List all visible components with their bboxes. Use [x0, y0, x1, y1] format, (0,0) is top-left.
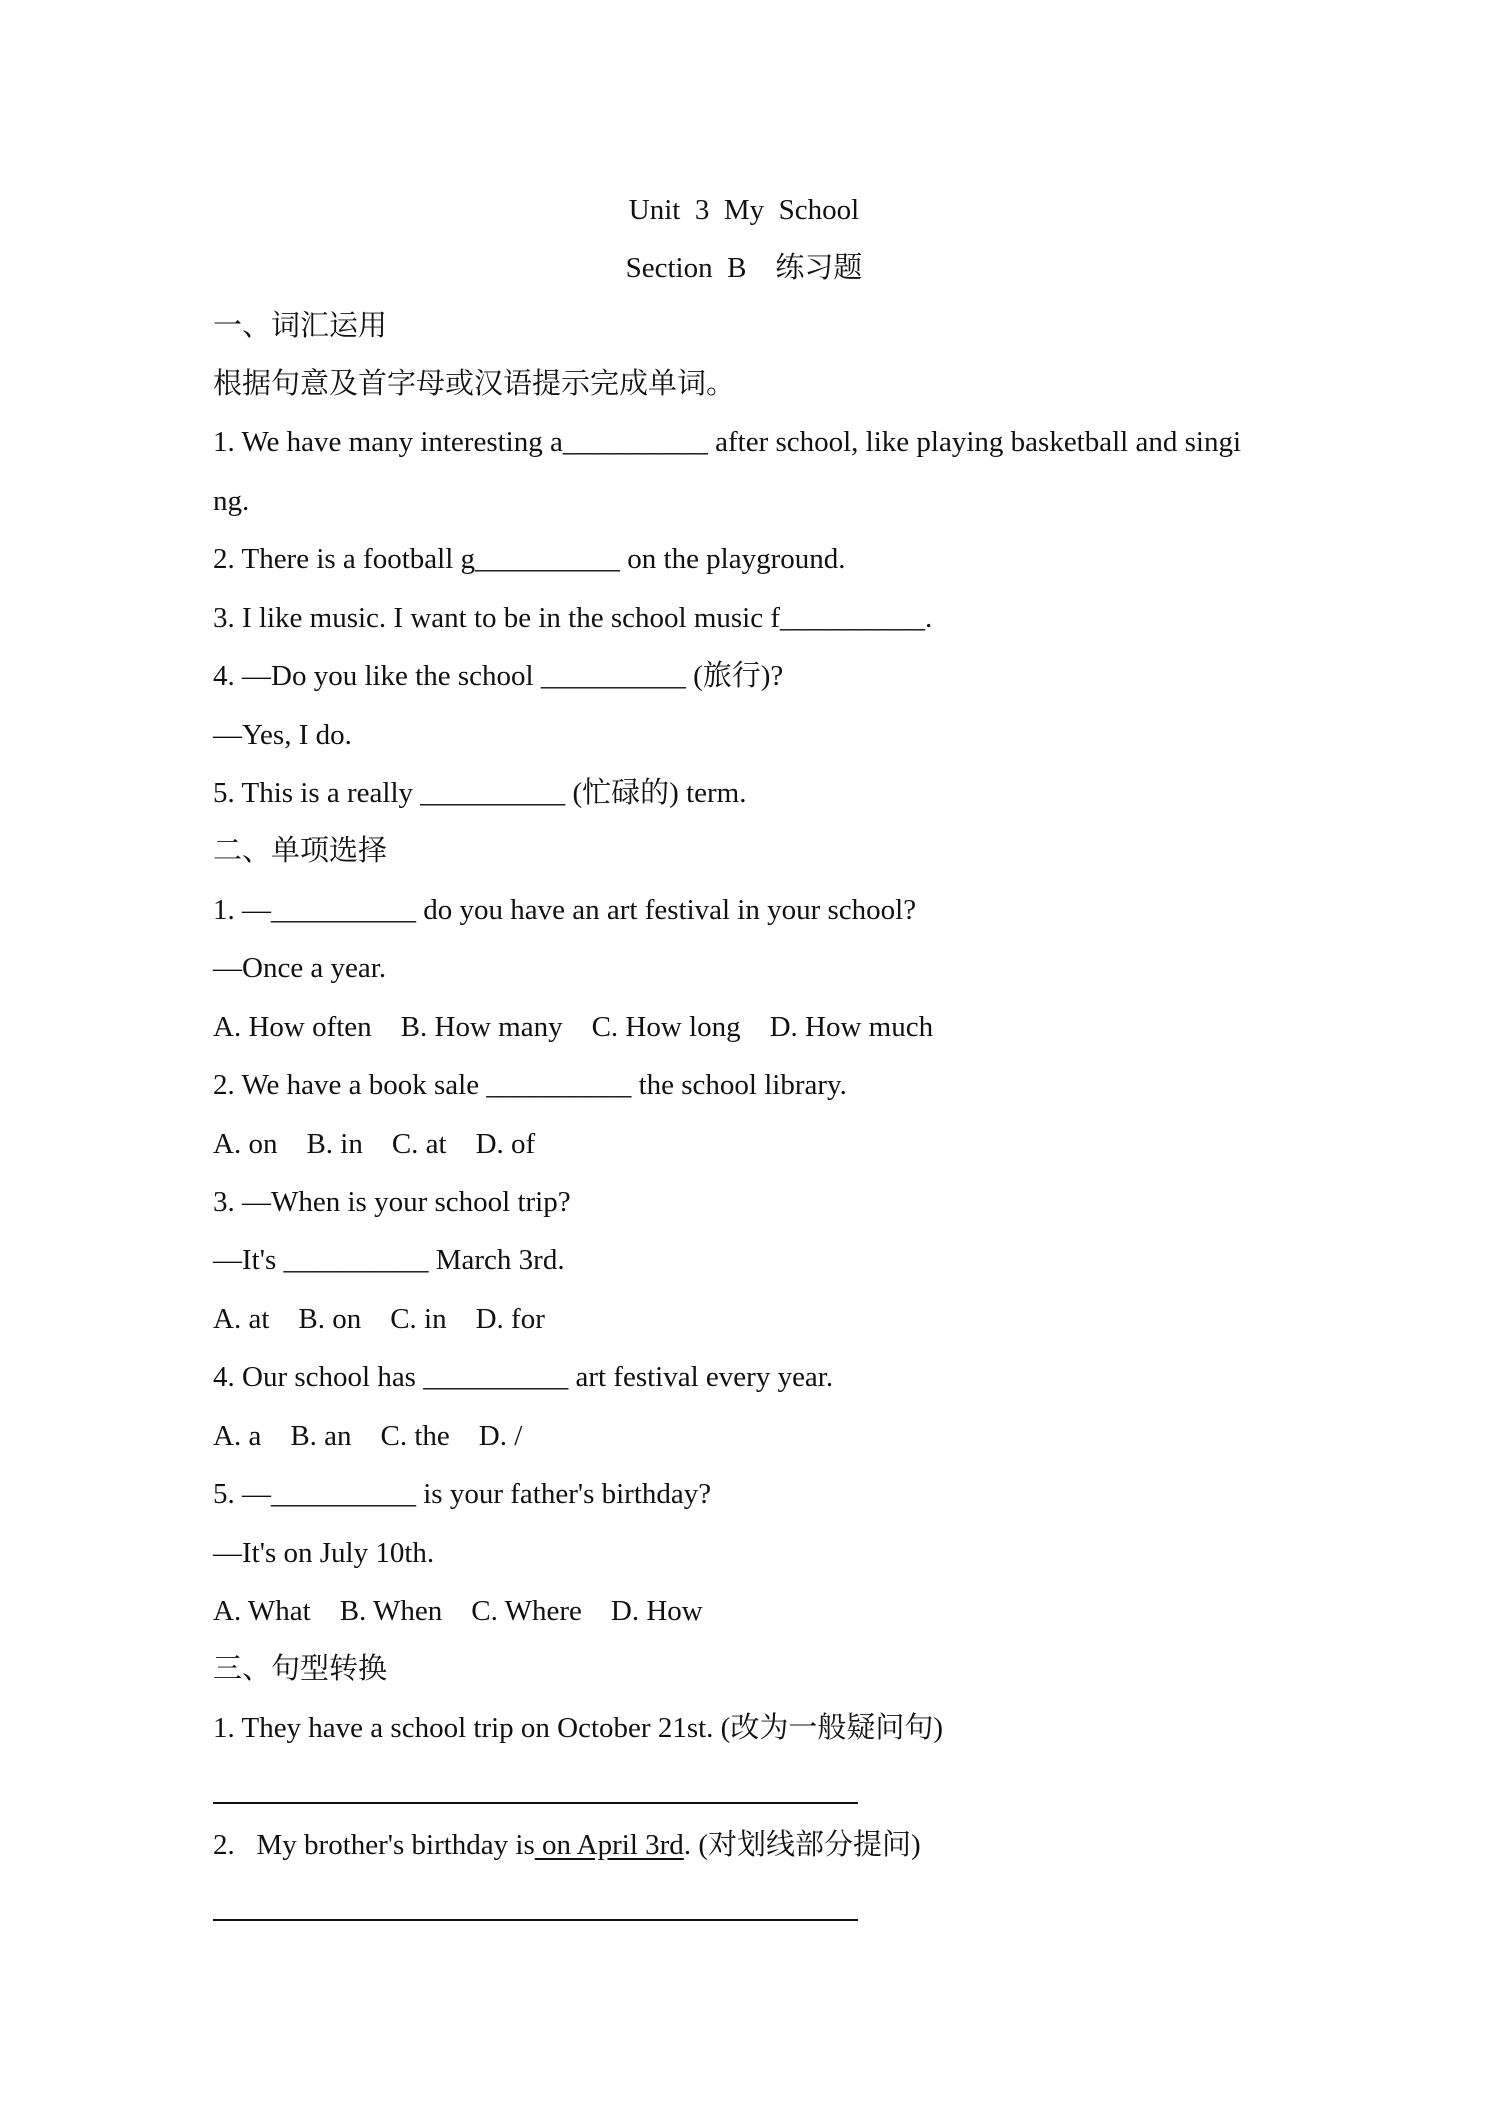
choice-options: A. on B. in C. at D. of — [213, 1128, 536, 1160]
question-line: 1. They have a school trip on October 21st. (改为一般疑问句) — [213, 1712, 943, 1744]
page-subtitle: Section B 练习题 — [625, 252, 863, 284]
answer-line-text: —It's __________ March 3rd. — [213, 1244, 565, 1276]
choice-options: A. What B. When C. Where D. How — [213, 1595, 703, 1627]
choice-options: A. How often B. How many C. How long D. How much — [213, 1011, 934, 1043]
question-line: 5. —__________ is your father's birthday? — [213, 1478, 712, 1510]
answer-blank-line — [213, 1802, 858, 1804]
question-line: 3. I like music. I want to be in the school music f__________. — [213, 602, 933, 634]
answer-blank-line — [213, 1919, 858, 1921]
question-suffix: . (对划线部分提问) — [683, 1829, 921, 1861]
question-line: 1. —__________ do you have an art festival in your school? — [213, 894, 917, 926]
question-line: 2. We have a book sale __________ the school library. — [213, 1069, 847, 1101]
underlined-phrase: on April 3rd — [534, 1829, 684, 1861]
section-instruction: 根据句意及首字母或汉语提示完成单词。 — [213, 368, 736, 400]
section-heading-multiple-choice: 二、单项选择 — [213, 835, 388, 867]
question-line: 2. There is a football g__________ on the playground. — [213, 543, 846, 575]
choice-options: A. at B. on C. in D. for — [213, 1303, 545, 1335]
question-line: 4. —Do you like the school __________ (旅行)? — [213, 660, 784, 692]
question-line — [213, 1825, 921, 1865]
answer-line-text: —Once a year. — [213, 952, 387, 984]
choice-options: A. a B. an C. the D. / — [213, 1420, 523, 1452]
question-prefix: 2. My brother's birthday is — [213, 1829, 535, 1861]
question-line: ng. — [213, 485, 250, 517]
answer-line-text: —Yes, I do. — [213, 719, 352, 751]
question-line: 1. We have many interesting a__________ after school, like playing basketball and singi — [213, 426, 1241, 458]
section-heading-vocabulary: 一、词汇运用 — [213, 310, 388, 342]
question-line: 4. Our school has __________ art festival every year. — [213, 1361, 834, 1393]
answer-line-text: —It's on July 10th. — [213, 1537, 435, 1569]
section-heading-sentence-transform: 三、句型转换 — [213, 1653, 388, 1685]
page-title: Unit 3 My School — [628, 194, 860, 226]
question-line: 5. This is a really __________ (忙碌的) term. — [213, 777, 747, 809]
question-line: 3. —When is your school trip? — [213, 1186, 571, 1218]
